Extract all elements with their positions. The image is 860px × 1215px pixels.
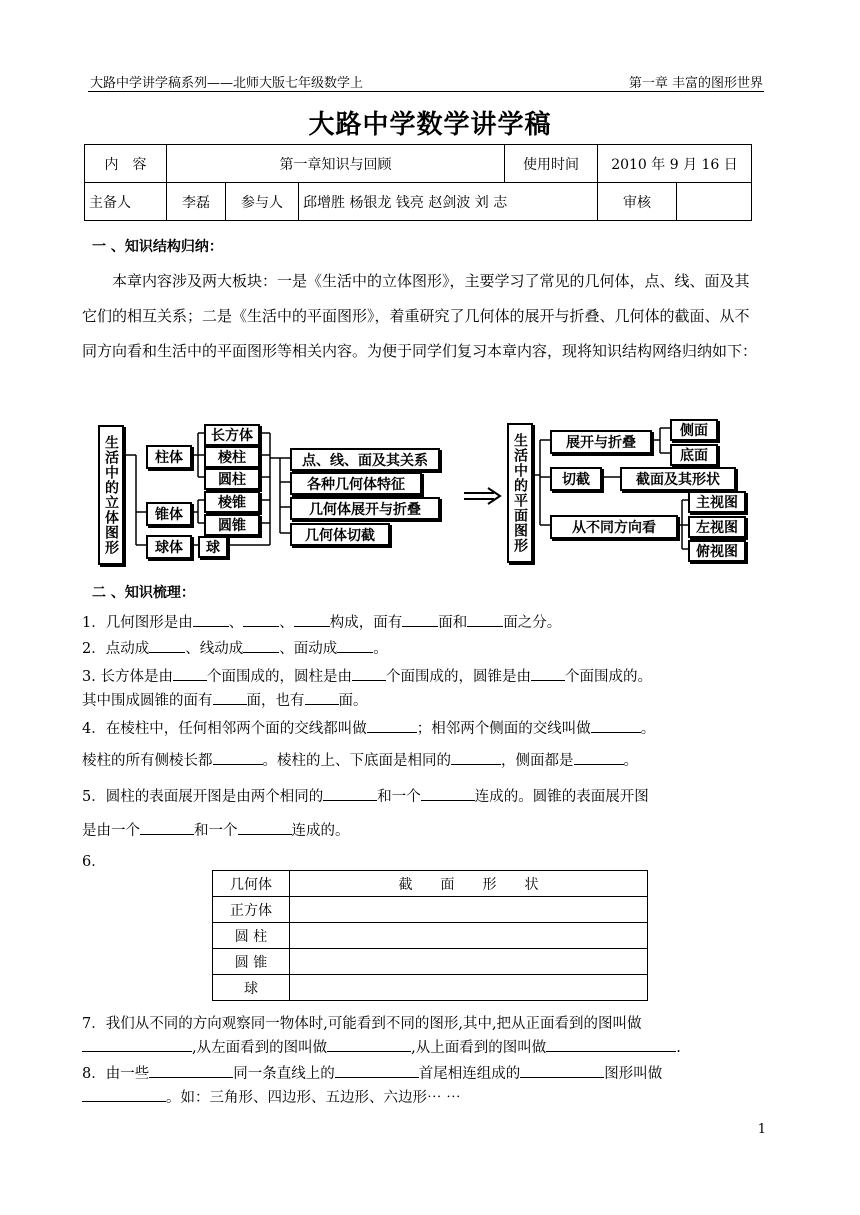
prism-item-node: 棱柱: [204, 446, 260, 468]
views-node: 从不同方向看: [550, 515, 678, 539]
content-label: 内 容: [85, 145, 167, 183]
preparer-label: 主备人: [85, 183, 167, 221]
prism-node: 柱体: [146, 445, 192, 469]
table-row: 正方体: [213, 897, 648, 923]
double-arrow-icon: [464, 488, 500, 504]
question-3b: 其中围成圆锥的面有 面，也有 面。: [82, 689, 766, 710]
page-number: 1: [757, 1122, 766, 1137]
page-title: 大路中学数学讲学稿: [308, 110, 552, 140]
table-row: 球: [213, 975, 648, 1001]
cylinder-node: 圆柱: [204, 468, 260, 490]
result-node-3: 几何体展开与折叠: [290, 497, 440, 520]
unfold-node: 展开与折叠: [550, 430, 652, 454]
right-root-node: 生活中的平面图形: [507, 423, 533, 563]
result-node-1: 点、线、面及其关系: [290, 448, 440, 471]
review-label: 审核: [598, 183, 677, 221]
result-node-2: 各种几何体特征: [290, 472, 422, 495]
time-label: 使用时间: [505, 145, 598, 183]
answer-cell[interactable]: [290, 975, 648, 1001]
table-header-section: 截 面 形 状: [290, 871, 648, 897]
side-face-node: 侧面: [670, 419, 718, 441]
question-4a: 4．在棱柱中，任何相邻两个面的交线都叫做 ；相邻两个侧面的交线叫做 。: [82, 717, 766, 738]
cross-section-table: [212, 870, 648, 1001]
table-header-solid: 几何体: [213, 871, 290, 897]
participants-value: 邱增胜 杨银龙 钱亮 赵剑波 刘 志: [299, 183, 598, 221]
cut-node: 切截: [550, 467, 602, 491]
table-row: 圆 柱: [213, 923, 648, 949]
question-8b: 。如：三角形、四边形、五边形、六边形⋯ ⋯: [82, 1086, 766, 1107]
left-root-node: 生活中的立体图形: [98, 425, 124, 565]
answer-cell[interactable]: [290, 897, 648, 923]
pyramid-item-node: 棱锥: [204, 491, 260, 513]
section2-heading: 二 、知识梳理：: [92, 585, 195, 601]
section-shape-node: 截面及其形状: [620, 467, 736, 491]
question-2: 2．点动成 、线动成 、面动成 。: [82, 637, 766, 658]
time-value: 2010 年 9 月 16 日: [598, 145, 752, 183]
cuboid-node: 长方体: [204, 424, 260, 446]
question-6: 6．: [82, 854, 106, 870]
answer-cell[interactable]: [290, 923, 648, 949]
question-7b: ,从左面看到的图叫做 ,从上面看到的图叫做 .: [82, 1036, 766, 1057]
answer-cell[interactable]: [290, 949, 648, 975]
preparer-value: 李磊: [167, 183, 226, 221]
content-value: 第一章知识与回顾: [167, 145, 505, 183]
participants-label: 参与人: [226, 183, 299, 221]
question-5a: 5．圆柱的表面展开图是由两个相同的 和一个 连成的。圆锥的表面展开图: [82, 785, 766, 806]
section1-paragraph: 本章内容涉及两大板块：一是《生活中的立体图形》，主要学习了常见的几何体，点、线、面及其它们的相互关系；二是《生活中的平面图形》，着重研究了几何体的展开与折叠、几何体的截面、从不同方向看和生活中的平面图形等相关内容。为便于同学们复习本章内容，现将知识结构网络归纳如下：: [82, 272, 758, 360]
question-8a: 8．由一些 同一条直线上的 首尾相连组成的 图形叫做: [82, 1062, 766, 1083]
front-view-node: 主视图: [688, 491, 746, 513]
header-left: 大路中学讲学稿系列——北师大版七年级数学上: [90, 76, 364, 91]
sphere-group-node: 球体: [146, 535, 192, 559]
question-3a: 3. 长方体是由 个面围成的，圆柱是由 个面围成的，圆锥是由 个面围成的。: [82, 665, 766, 686]
section1-heading: 一 、知识结构归纳：: [92, 239, 223, 255]
ball-node: 球: [198, 536, 228, 558]
question-7a: 7．我们从不同的方向观察同一物体时,可能看到不同的图形,其中,把从正面看到的图叫做: [82, 1016, 642, 1032]
cone-node: 圆锥: [204, 514, 260, 536]
question-1: 1．几何图形是由 、 、 构成，面有 面和 面之分。: [82, 611, 766, 632]
question-4b: 棱柱的所有侧棱长都 。棱柱的上、下底面是相同的 ，侧面都是 。: [82, 749, 766, 770]
top-view-node: 俯视图: [688, 540, 746, 562]
header-right: 第一章 丰富的图形世界: [628, 76, 763, 91]
question-5b: 是由一个 和一个 连成的。: [82, 819, 766, 840]
left-view-node: 左视图: [688, 516, 746, 538]
result-node-4: 几何体切截: [290, 523, 390, 546]
pyramid-node: 锥体: [146, 502, 192, 526]
bottom-face-node: 底面: [670, 444, 718, 466]
table-row: 圆 锥: [213, 949, 648, 975]
